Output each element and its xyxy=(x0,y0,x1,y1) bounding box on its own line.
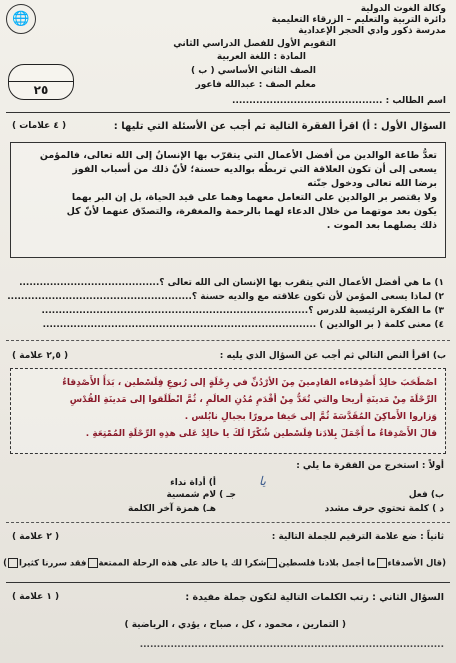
q2-marks: ( ١ علامة ) xyxy=(12,592,60,602)
punctuation-box-1[interactable] xyxy=(377,558,387,568)
school-name: مدرسة ذكور وادي الحجر الإعدادية xyxy=(298,26,446,36)
q1b-item-c: جـ ) لام شمسية xyxy=(166,490,236,500)
q1b-passage: اصْطَحَبَ خالِدٌ أَصْدِقاءه القادِمينَ مِنَ الأرْدُنِّ في رِحْلَةٍ إلى رُبوعِ فِلَسْطين ، بَدَأَ الأَصْدِقاءُ الرِّحْلَةَ مِنْ مَدينَةِ أريحا والتي تُعَدُّ مِنْ أقْدَمِ مُدُنِ العالَمِ ، ثُمَّ انْطَلَقوا إلى مَدينَةِ القُدْسِ وَزاروا الأَماكِنَ المُقَدَّسَةَ ثُمَّ إلى حَيفا مرورًا بجبالِ نابُلس . قالَ الأَصْدِقاءُ ما أَجْمَلَ بِلادَنا فِلَسْطين شُكْرًا لَكَ يا خالِدُ عَلى هذِهِ الرِّحْلَةِ المُمْتِعَةِ . xyxy=(62,378,437,439)
q1-question-4: ٤) معنى كلمة ( بر الوالدين ) ................................................................................ xyxy=(42,320,444,330)
q1b-marks: ( ٢,٥ علامة ) xyxy=(12,351,69,361)
grade-label: الصف الثاني الأساسي ( ب ) xyxy=(191,66,316,76)
student-name-field[interactable]: اسم الطالب : ............................................ xyxy=(232,96,446,106)
q1-passage-box xyxy=(10,142,446,258)
section-divider xyxy=(6,340,450,341)
q1c-sentence: (قال الأصدقاءما أجمل بلادنا فلسطينشكرا لك يا خالد على هذه الرحلة الممتعةفقد سررنا كثيرا) xyxy=(3,558,446,569)
q1b-item-b: ب) فعل xyxy=(408,490,444,500)
score-box xyxy=(8,64,74,100)
q1-marks: ( ٤ علامات ) xyxy=(12,121,67,131)
q1-passage: تعدُّ طاعة الوالدين من أفضل الأعمال التي يتقرّب بها الإنسانُ إلى الله تعالى، فالمؤمن يسعى إلى أن تكون العلاقة التي تربطُه بوالديه حسنة؛ لأنّ ذلك من أسباب الفوز برضا الله تعالى ودخول جنّته ولا يقتصر بر الوالدين على التعامل معهما وهما على قيد الحياة، بل إن البر بهما يكون بعد موتهما من خلال الدعاء لهما بالرحمة والمغفرة، والتصدّق عنهما لأنّ كل ذلك يصلهما بعد الموت . xyxy=(39,150,437,231)
section-divider xyxy=(6,522,450,523)
exam-title: التقويم الأول للفصل الدراسي الثاني xyxy=(173,39,336,49)
total-score: ٢٥ xyxy=(33,83,49,97)
q2-words: ( التمارين ، محمود ، كل ، صباح ، يؤدي ، الرياضية ) xyxy=(124,620,346,630)
punctuation-box-4[interactable] xyxy=(8,558,18,568)
q2-title: السؤال الثاني : رتب الكلمات التالية لتكون جملة مفيدة : xyxy=(185,592,444,603)
divider xyxy=(6,112,450,113)
q1-question-1: ١) ما هي أفضل الأعمال التي يتقرب بها الإنسان الى الله تعالى ؟......................................... xyxy=(19,278,444,288)
q1c-marks: ( ٢ علامة ) xyxy=(12,532,60,542)
q1b-item-e: هـ) همزة آخر الكلمة xyxy=(127,504,216,514)
q1b-item-d: د ) كلمة تحتوي حرف مشدد xyxy=(324,504,444,514)
divider xyxy=(6,582,450,583)
un-emblem-icon: 🌐 xyxy=(6,4,36,34)
department-name: دائرة التربية والتعليم – الزرقاء التعليمية xyxy=(271,15,446,25)
handwritten-answer: يا xyxy=(259,474,266,488)
org-name: وكالة الغوث الدولية xyxy=(360,4,446,14)
punctuation-box-3[interactable] xyxy=(88,558,98,568)
q1b-title: ب) اقرأ النص التالي ثم أجب عن السؤال الذي يليه : xyxy=(219,351,446,361)
q1-title: السؤال الأول : أ) اقرأ الفقرة التالية ثم أجب عن الأسئلة التي تليها : xyxy=(113,121,446,132)
q1c-title: ثانياً : ضع علامة الترقيم للجملة التالية : xyxy=(271,532,444,542)
punctuation-box-2[interactable] xyxy=(267,558,277,568)
q1-question-2: ٢) لماذا يسعى المؤمن لأن تكون علاقته مع والديه حسنة ؟...................................................... xyxy=(7,292,444,302)
q1b-sub-title: أولاً : استخرج من الفقرة ما يلي : xyxy=(296,461,444,471)
q1b-passage-box xyxy=(10,368,446,454)
q1-question-3: ٣) ما الفكرة الرئيسية للدرس ؟.............................................................................. xyxy=(41,306,444,316)
q1b-item-a: أ) أداة نداء xyxy=(170,478,216,488)
subject-label: المادة : اللغة العربية xyxy=(216,52,306,62)
teacher-label: معلم الصف : عبدالله فاعور xyxy=(195,80,316,90)
q2-answer-line[interactable]: ......................................................................................... xyxy=(139,640,444,650)
